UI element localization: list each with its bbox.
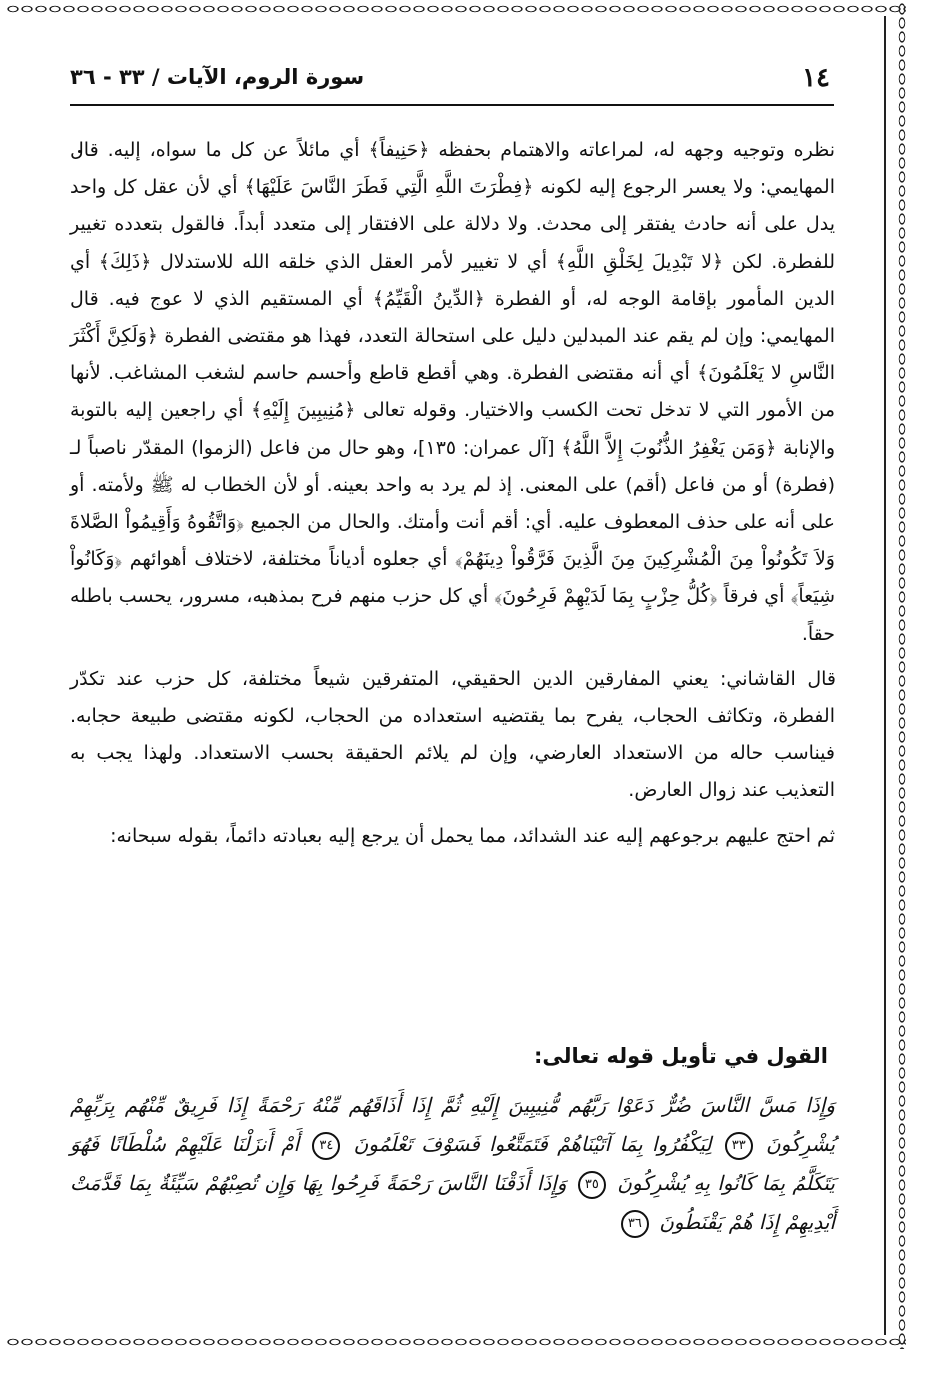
verse-text: لِيَكْفُرُوا بِمَا آتَيْنَاهُمْ فَتَمَتَّعُوا فَسَوْفَ تَعْلَمُونَ xyxy=(353,1132,712,1156)
ayah-number-marker: ٣٣ xyxy=(725,1132,753,1160)
commentary-body xyxy=(70,132,835,855)
verse-text: وَإِذَا مَسَّ النَّاسَ ضُرٌّ دَعَوْا رَبَّهُم مُّنِيبِينَ إِلَيْهِ ثُمَّ إِذَا أَذَاقَهُم مِّنْهُ رَحْمَةً إِذَا فَرِيقٌ مِّنْهُم بِرَبِّهِمْ يُشْرِكُونَ xyxy=(70,1093,836,1156)
right-decorative-border xyxy=(895,2,909,1349)
running-title: سورة الروم، الآيات / ٣٣ - ٣٦ xyxy=(70,65,365,89)
bottom-decorative-border xyxy=(6,1335,906,1349)
border-rule xyxy=(884,16,886,1335)
verse-text: أَمْ أَنزَلْنَا عَلَيْهِمْ سُلْطَانًا فَهُوَ يَتَكَلَّمُ بِمَا كَانُوا بِهِ يُشْرِكُونَ xyxy=(70,1132,835,1195)
page-number: ١٤ xyxy=(802,63,830,93)
quran-verse-block xyxy=(70,1086,835,1242)
section-heading: القول في تأويل قوله تعالى: xyxy=(534,1044,828,1068)
commentary-paragraph: نظره وتوجيه وجهه له، لمراعاته والاهتمام بحفظه ﴿حَنِيفاً﴾ أي مائلاً عن كل ما سواه، إليه. قال المهايمي: ولا يعسر الرجوع إليه لكونه ﴿فِطْرَتَ اللَّهِ الَّتِي فَطَرَ النَّاسَ عَلَيْهَا﴾ أي لأن عقل كل واحد يدل على أنه حادث يفتقر إلى محدث. ولا دلالة على الافتقار إلى متعدد أبداً. فالقول بتعدده تغيير للفطرة. لكن ﴿لا تَبْدِيلَ لِخَلْقِ اللَّهِ﴾ أي لا تغيير لأمر العقل الذي خلقه الله للاستدلال ﴿ذَلِكَ﴾ أي الدين المأمور بإقامة الوجه له، أو الفطرة ﴿الدِّينُ الْقَيِّمُ﴾ أي المستقيم الذي لا عوج فيه. قال المهايمي: وإن لم يقم عند المبدلين دليل على استحالة التعدد، فهذا هو مقتضى الفطرة ﴿وَلَكِنَّ أَكْثَرَ النَّاسِ لا يَعْلَمُونَ﴾ أي أنه مقتضى الفطرة. وهي أقطع قاطع وأحسم حاسم لشغب المشاغب. لأنها من الأمور التي لا تدخل تحت الكسب والاختيار. وقوله تعالى ﴿مُنِيبِينَ إِلَيْهِ﴾ أي راجعين إليه بالتوبة والإنابة ﴿وَمَن يَغْفِرُ الذُّنُوبَ إِلاَّ اللَّهُ﴾ [آل عمران: ١٣٥]، وهو حال من فاعل (الزموا) المقدّر ناصباً لـ (فطرة) أو من فاعل (أقم) على المعنى. إذ لم يرد به واحد بعينه. أو لأن الخطاب له ﷺ ولأمته. أو على أنه على حذف المعطوف عليه. أي: أقم أنت وأمتك. والحال من الجميع ﴿وَاتَّقُوهُ وَأَقِيمُواْ الصَّلاةَ وَلاَ تَكُونُواْ مِنَ الْمُشْرِكِينَ مِنَ الَّذِينَ فَرَّقُواْ دِينَهُمْ﴾ أي جعلوه أدياناً مختلفة، لاختلاف أهوائهم ﴿وَكَانُواْ شِيَعاً﴾ أي فرقاً ﴿كُلُّ حِزْبٍ بِمَا لَدَيْهِمْ فَرِحُونَ﴾ أي كل حزب منهم فرح بمذهبه، مسرور، يحسب باطله حقاً. xyxy=(70,139,835,645)
header-divider xyxy=(70,104,834,106)
commentary-paragraph: قال القاشاني: يعني المفارقين الدين الحقيقي، المتفرقين شيعاً مختلفة، كل حزب عند تكدّر الفطرة، وتكاثف الحجاب، يفرح بما يقتضيه استعداده من الحجاب، لكونه مقتضى طبيعة حجابه. فيناسب حاله من الاستعداد العارضي، وإن لم يلائم الحقيقة بحسب الاستعداد. ولهذا يجب به التعذيب عند زوال العارض. xyxy=(70,667,836,802)
ayah-number-marker: ٣٥ xyxy=(578,1171,606,1199)
top-decorative-border xyxy=(6,2,906,16)
page-header xyxy=(70,55,830,99)
ayah-number-marker: ٣٤ xyxy=(312,1132,340,1160)
commentary-paragraph: ثم احتج عليهم برجوعهم إليه عند الشدائد، مما يحمل أن يرجع إليه بعبادته دائماً، بقوله سبحانه: xyxy=(110,824,835,847)
ayah-number-marker: ٣٦ xyxy=(621,1210,649,1238)
verse-text: وَإِذَا أَذَقْنَا النَّاسَ رَحْمَةً فَرِحُوا بِهَا وَإِن تُصِبْهُمْ سَيِّئَةٌ بِمَا قَدَّمَتْ أَيْدِيهِمْ إِذَا هُمْ يَقْنَطُونَ xyxy=(70,1171,835,1234)
